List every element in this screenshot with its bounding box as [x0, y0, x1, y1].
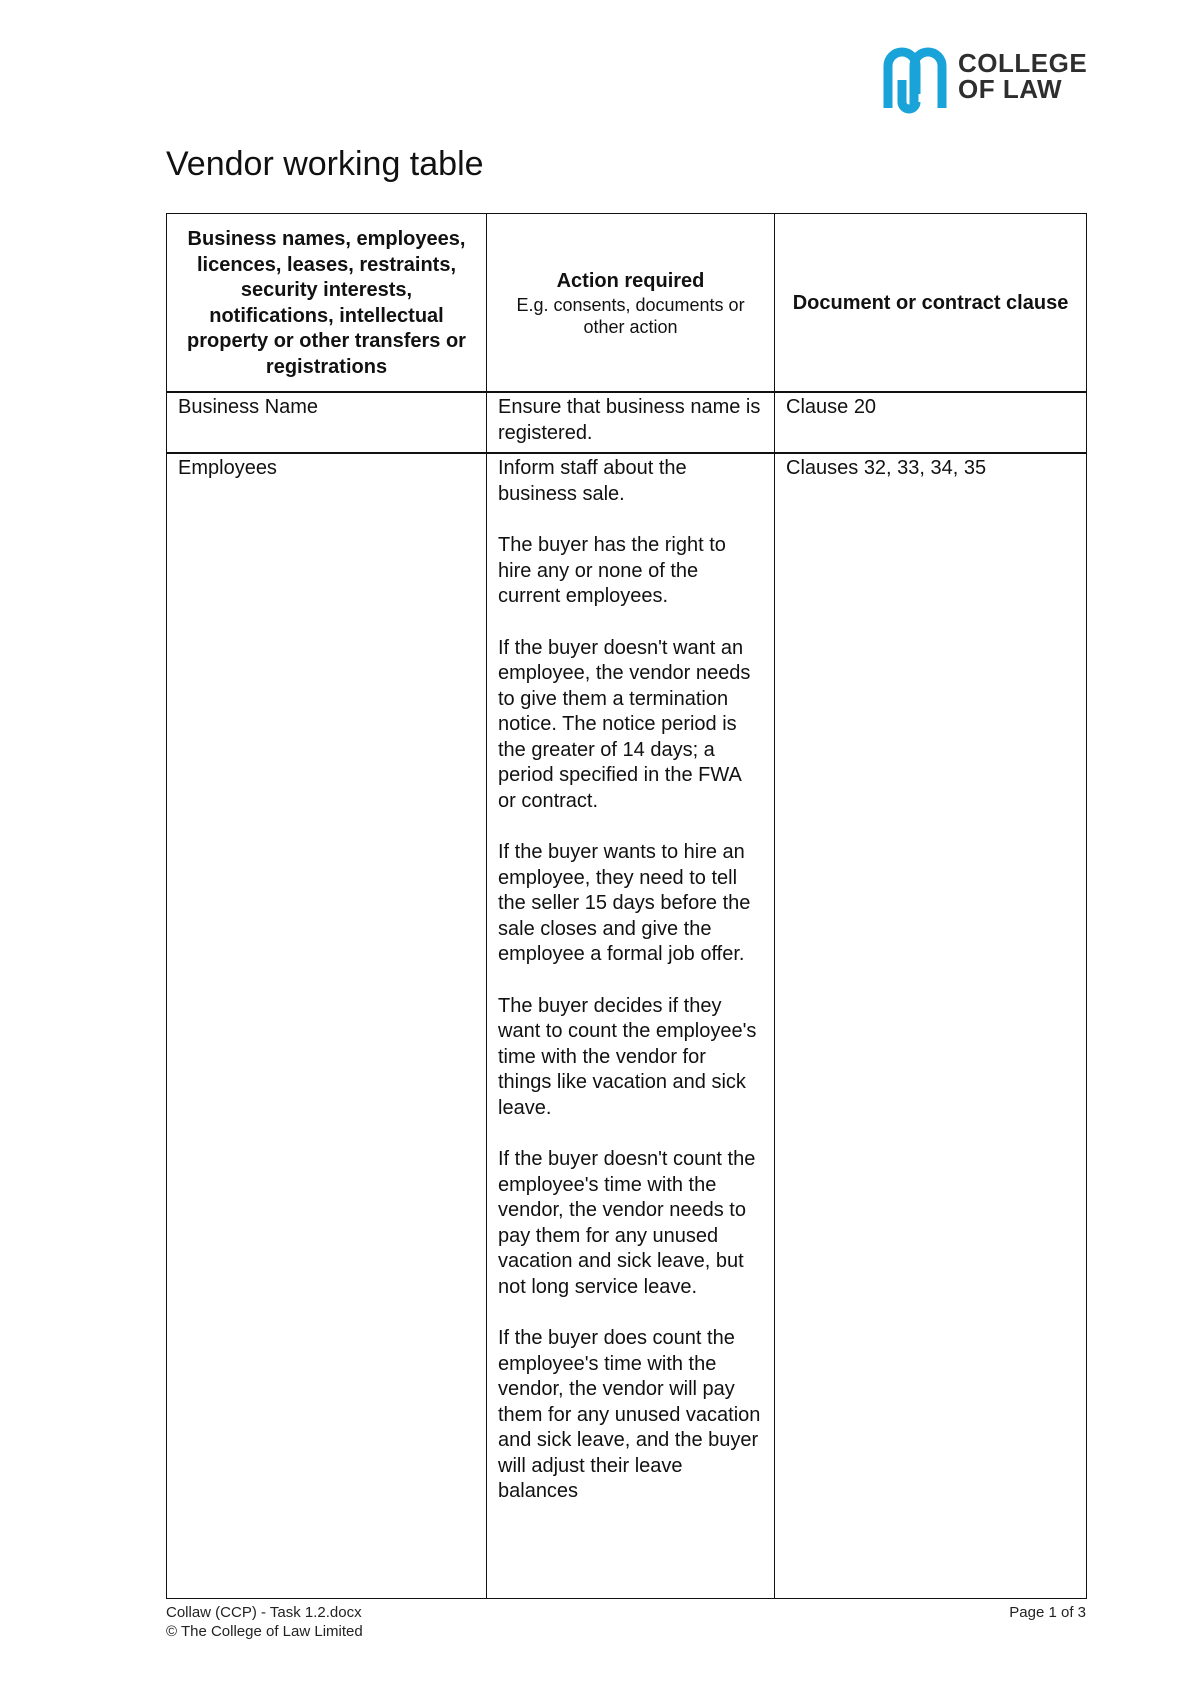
- cell-clause: Clause 20: [775, 392, 1087, 453]
- column-header-clause: Document or contract clause: [775, 214, 1087, 393]
- college-of-law-logo: [880, 42, 1088, 114]
- footer-page-number: Page 1 of 3: [1009, 1604, 1086, 1621]
- logo-line-1: COLLEGE: [958, 48, 1088, 78]
- logo-line-2: OF LAW: [958, 74, 1063, 104]
- footer-doc-name: Collaw (CCP) - Task 1.2.docx: [166, 1604, 362, 1621]
- cell-clause: Clauses 32, 33, 34, 35: [775, 453, 1087, 1599]
- action-paragraph: The buyer has the right to hire any or none of the current employees.: [498, 534, 726, 607]
- action-paragraph: Ensure that business name is registered.: [498, 396, 761, 444]
- column-header-item: Business names, employees, licences, leases, restraints, security interests, notifications, intellectual property or other transfers or registrations: [167, 214, 487, 393]
- table-header-row: [167, 214, 1087, 393]
- footer-copyright: © The College of Law Limited: [166, 1623, 363, 1640]
- footer-left: [166, 1603, 363, 1641]
- action-paragraph: The buyer decides if they want to count the employee's time with the vendor for things like vacation and sick leave.: [498, 994, 757, 1119]
- action-paragraph: Inform staff about the business sale.: [498, 457, 687, 505]
- page-title: Vendor working table: [166, 145, 484, 183]
- action-paragraph: If the buyer doesn't want an employee, the vendor needs to give them a termination notice. The notice period is the greater of 14 days; a period specified in the FWA or contract.: [498, 636, 751, 812]
- action-paragraph: If the buyer wants to hire an employee, they need to tell the seller 15 days before the sale closes and give the employee a formal job offer.: [498, 841, 751, 965]
- column-header-action-subtitle: E.g. consents, documents or other action: [516, 295, 745, 338]
- cell-action: [487, 453, 775, 1599]
- cell-action: [487, 392, 775, 453]
- table-row: [167, 392, 1087, 453]
- logo-wordmark: [958, 50, 1087, 102]
- college-of-law-emblem-icon: [880, 42, 950, 114]
- action-paragraph: If the buyer doesn't count the employee's time with the vendor, the vendor needs to pay them for any unused vacation and sick leave, but not long service leave.: [498, 1148, 756, 1298]
- table-row: [167, 453, 1087, 1599]
- cell-item: Business Name: [167, 392, 487, 453]
- vendor-working-table: [166, 213, 1087, 1599]
- cell-item: Employees: [167, 453, 487, 1599]
- column-header-action: Action required E.g. consents, documents or other action: [487, 214, 775, 393]
- action-paragraph: If the buyer does count the employee's time with the vendor, the vendor will pay them for any unused vacation and sick leave, and the buyer will adjust their leave balances: [498, 1327, 761, 1502]
